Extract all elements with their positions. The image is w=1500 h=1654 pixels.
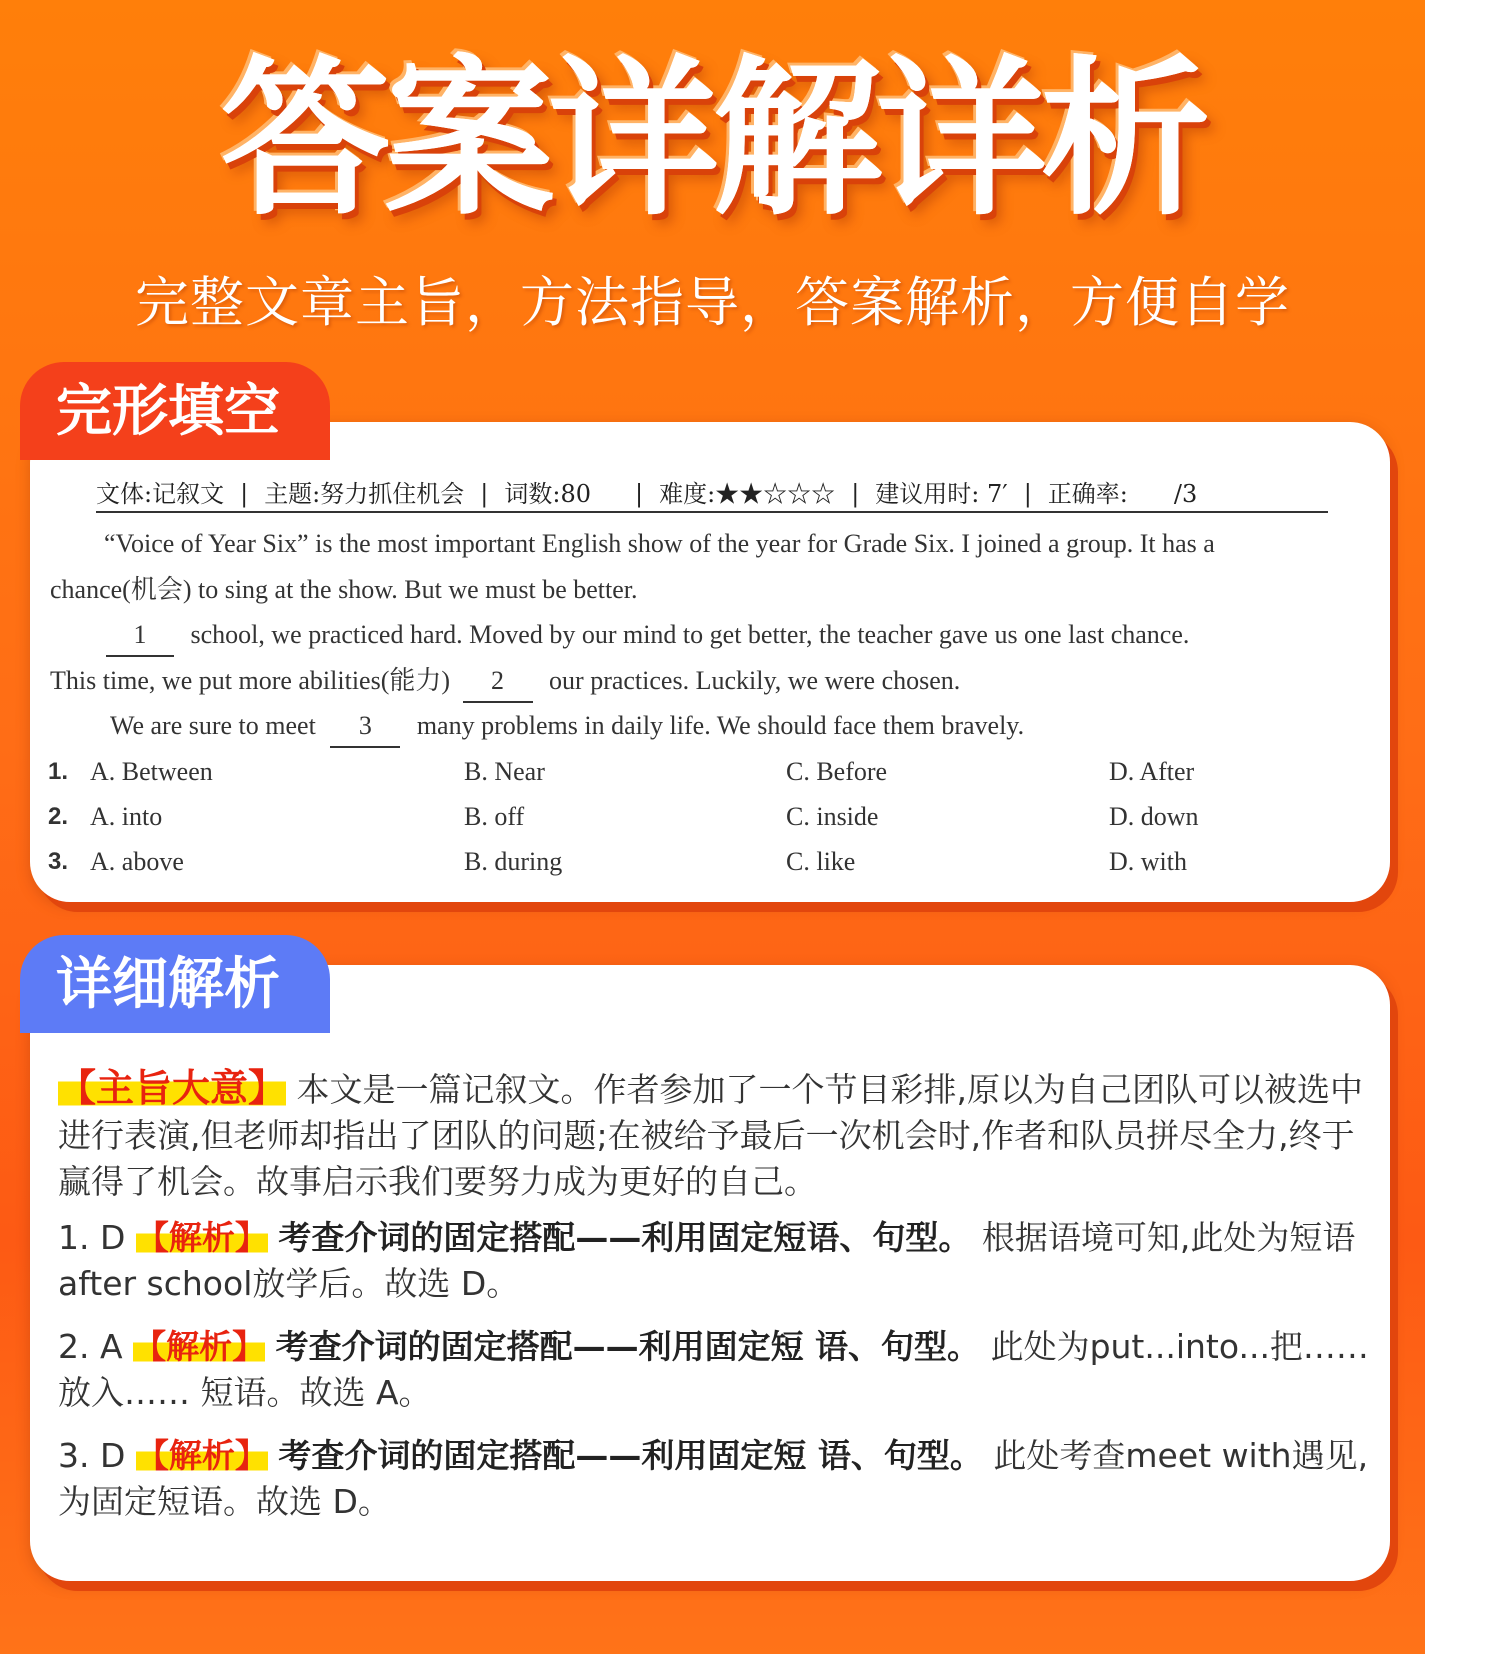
meta-separator: | — [240, 480, 249, 508]
question-number: 3. — [48, 848, 69, 875]
answer-key: 1. D — [58, 1218, 126, 1257]
passage-line: “Voice of Year Six” is the most important English show of the year for Grade Six. I joined a group. It has a — [104, 529, 1215, 558]
option-row — [48, 752, 1348, 792]
answer-key: 3. D — [58, 1436, 126, 1475]
meta-accuracy-total: /3 — [1173, 480, 1198, 508]
explanation-text: 此处为put...into...把……放入…… 短语。故选 A。 — [58, 1327, 1369, 1412]
meta-topic: 主题:努力抓住机会 — [264, 480, 465, 508]
question-number: 2. — [48, 803, 69, 830]
explanation-text: 根据语境可知,此处为短语after school放学后。故选 D。 — [58, 1218, 1356, 1303]
cloze-tab: 完形填空 — [20, 362, 330, 460]
passage-text: This time, we put more abilities(能力) — [50, 666, 451, 695]
option-row — [48, 842, 1348, 882]
option-d: D. with — [1109, 847, 1187, 876]
meta-separator: | — [480, 480, 489, 508]
passage-line — [50, 661, 960, 703]
meta-genre: 文体:记叙文 — [96, 480, 225, 508]
explanation-tag: 【解析】 — [135, 1436, 268, 1475]
explanation-focus: 考查介词的固定搭配——利用固定短 语、句型。 — [275, 1327, 981, 1366]
option-a: A. above — [90, 847, 184, 876]
option-c: C. like — [786, 847, 856, 876]
meta-words: 词数:80 — [504, 480, 591, 508]
meta-separator: | — [635, 480, 644, 508]
headline-title: 答案详解详析 — [220, 41, 1205, 239]
analysis-tab: 详细解析 — [20, 935, 330, 1033]
headline-subtitle: 完整文章主旨，方法指导，答案解析，方便自学 — [135, 271, 1290, 334]
option-b: B. Near — [464, 757, 545, 786]
meta-time: 建议用时: 7′ — [875, 480, 1008, 508]
passage-line — [110, 706, 1024, 748]
blank-2: 2 — [463, 661, 533, 703]
main-idea-text: 本文是一篇记叙文。作者参加了一个节目彩排,原以为自己团队可以被选中进行表演,但老师却指出了团队的问题;在被给予最后一次机会时,作者和队员拼尽全力,终于赢得了机会。故事启示我们要努力成为更好的自己。 — [58, 1070, 1364, 1201]
explanation-tag: 【解析】 — [133, 1327, 266, 1366]
option-c: C. inside — [786, 802, 879, 831]
passage-text: many problems in daily life. We should face them bravely. — [416, 711, 1025, 740]
meta-separator: | — [851, 480, 860, 508]
answer-explanation — [58, 1215, 1378, 1307]
meta-separator: | — [1023, 480, 1032, 508]
answer-explanation — [58, 1324, 1378, 1416]
passage-text: our practices. Luckily, we were chosen. — [549, 666, 961, 695]
explanation-text: 此处考查meet with遇见,为固定短语。故选 D。 — [58, 1436, 1369, 1521]
question-number: 1. — [48, 758, 69, 785]
option-row — [48, 797, 1348, 837]
passage-line — [106, 615, 1189, 657]
blank-3: 3 — [330, 706, 400, 748]
passage-line: chance(机会) to sing at the show. But we must be better. — [50, 575, 638, 604]
option-d: D. After — [1109, 757, 1195, 786]
blank-1: 1 — [106, 615, 174, 657]
option-a: A. Between — [90, 757, 213, 786]
explanation-focus: 考查介词的固定搭配——利用固定短 语、句型。 — [278, 1436, 983, 1475]
passage-text: We are sure to meet — [110, 711, 316, 740]
main-idea-block — [58, 1065, 1378, 1205]
answer-key: 2. A — [58, 1327, 123, 1366]
exercise-meta-bar — [96, 477, 1328, 513]
passage-text: school, we practiced hard. Moved by our mind to get better, the teacher gave us one last chance. — [190, 620, 1190, 649]
main-idea-tag: 【主旨大意】 — [58, 1066, 287, 1110]
explanation-focus: 考查介词的固定搭配——利用固定短语、句型。 — [278, 1218, 972, 1257]
meta-accuracy: 正确率: — [1047, 480, 1128, 508]
explanation-tag: 【解析】 — [135, 1218, 268, 1257]
option-d: D. down — [1109, 802, 1199, 831]
meta-difficulty: 难度:★★☆☆☆ — [659, 480, 836, 508]
option-b: B. during — [464, 847, 563, 876]
option-a: A. into — [90, 802, 163, 831]
answer-explanation — [58, 1433, 1378, 1525]
option-c: C. Before — [786, 757, 888, 786]
option-b: B. off — [464, 802, 525, 831]
